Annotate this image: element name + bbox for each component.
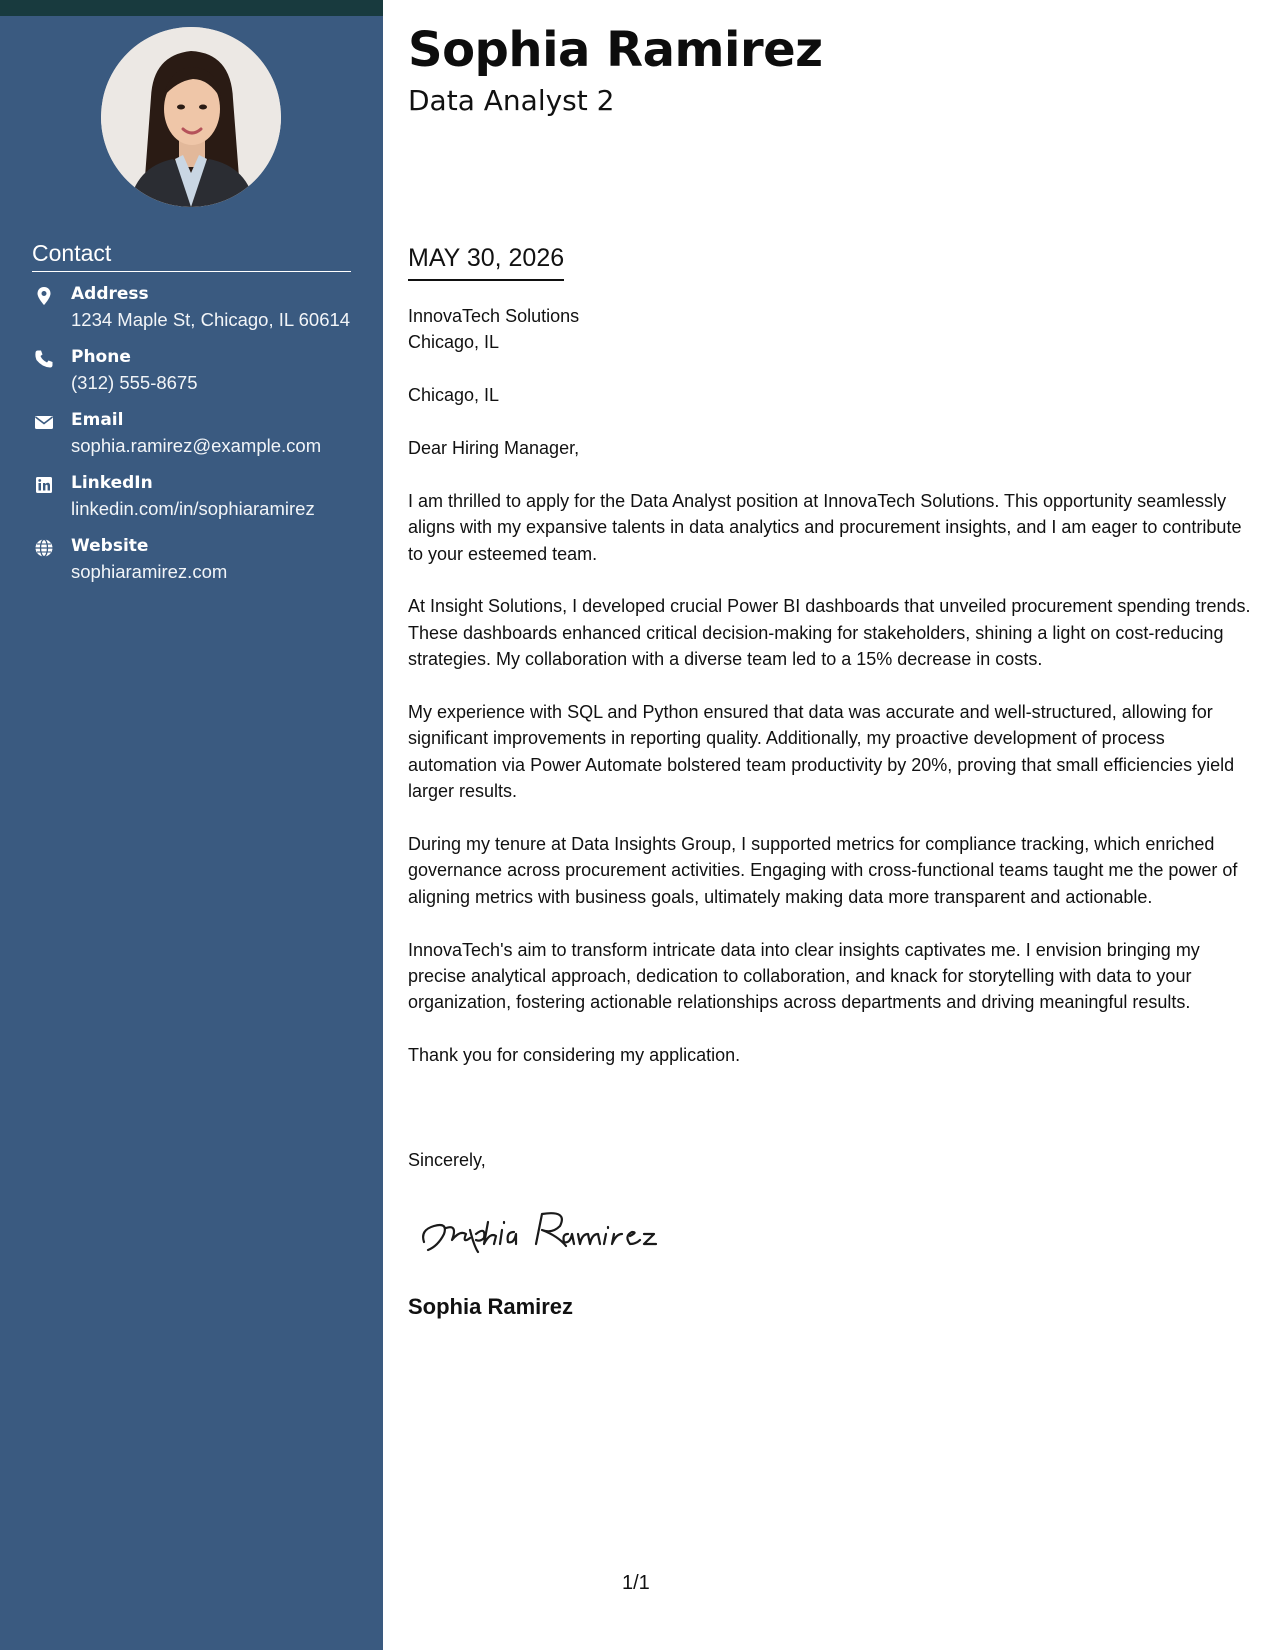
letter-body — [408, 303, 1258, 1069]
recipient-city: Chicago, IL — [408, 332, 500, 353]
recipient-location: Chicago, IL — [408, 385, 500, 406]
contact-list — [32, 284, 362, 599]
paragraph: During my tenure at Data Insights Group, I supported metrics for compliance tracking, which enriched governance across procurement activities. Engaging with cross-functional teams taught me the power of aligning metrics with business goals, ultimately making data more transparent and actionable. — [408, 834, 1238, 907]
contact-label: Email — [71, 410, 124, 430]
linkedin-value[interactable]: linkedin.com/in/sophiaramirez — [71, 498, 315, 519]
contact-item-email — [32, 410, 362, 473]
contact-label: Address — [71, 284, 149, 304]
job-title: Data Analyst 2 — [408, 84, 615, 117]
envelope-icon — [34, 412, 54, 432]
website-value[interactable]: sophiaramirez.com — [71, 561, 228, 582]
paragraph: I am thrilled to apply for the Data Analyst position at InnovaTech Solutions. This opportunity seamlessly aligns with my expansive talents in data analytics and procurement insights, and I am eager to contribute to your esteemed team. — [408, 490, 1242, 564]
page-number: 1/1 — [622, 1572, 650, 1594]
paragraph: My experience with SQL and Python ensured that data was accurate and well-structured, allowing for significant improvements in reporting quality. Additionally, my proactive development of process automation via Power Automate bolstered team productivity by 20%, proving that small efficiencies yield larger results. — [408, 702, 1235, 802]
sidebar-top-bar — [0, 0, 383, 16]
contact-item-website — [32, 536, 362, 599]
closing: Sincerely, — [408, 1150, 486, 1170]
contact-label: Phone — [71, 347, 131, 367]
contact-item-phone — [32, 347, 362, 410]
salutation: Dear Hiring Manager, — [408, 438, 580, 458]
profile-photo — [101, 27, 281, 207]
address-value: 1234 Maple St, Chicago, IL 60614 — [71, 309, 351, 330]
phone-value: (312) 555-8675 — [71, 372, 198, 393]
applicant-name: Sophia Ramirez — [408, 22, 823, 78]
recipient-block — [408, 303, 1258, 356]
globe-icon — [34, 538, 54, 558]
contact-heading: Contact — [32, 240, 351, 272]
contact-item-address — [32, 284, 362, 347]
email-value[interactable]: sophia.ramirez@example.com — [71, 435, 322, 456]
paragraph: At Insight Solutions, I developed crucial Power BI dashboards that unveiled procurement spending trends. These dashboards enhanced critical decision-making for stakeholders, shining a light on cost-reducing strategies. My collaboration with a diverse team led to a 15% decrease in costs. — [408, 596, 1251, 670]
letter-date: MAY 30, 2026 — [408, 244, 564, 281]
contact-item-linkedin — [32, 473, 362, 536]
map-pin-icon — [34, 286, 54, 306]
signer-name: Sophia Ramirez — [408, 1294, 574, 1319]
recipient-company: InnovaTech Solutions — [408, 306, 580, 326]
linkedin-icon — [34, 475, 54, 495]
signature-image — [418, 1200, 678, 1260]
sidebar — [0, 0, 383, 1650]
phone-icon — [34, 349, 54, 369]
thanks-line: Thank you for considering my application. — [408, 1045, 741, 1066]
contact-label: LinkedIn — [71, 473, 153, 493]
contact-label: Website — [71, 536, 149, 556]
paragraph: InnovaTech's aim to transform intricate data into clear insights captivates me. I envision bringing my precise analytical approach, dedication to collaboration, and knack for storytelling with data to your organization, fostering actionable relationships across departments and driving meaningful results. — [408, 939, 1200, 1013]
